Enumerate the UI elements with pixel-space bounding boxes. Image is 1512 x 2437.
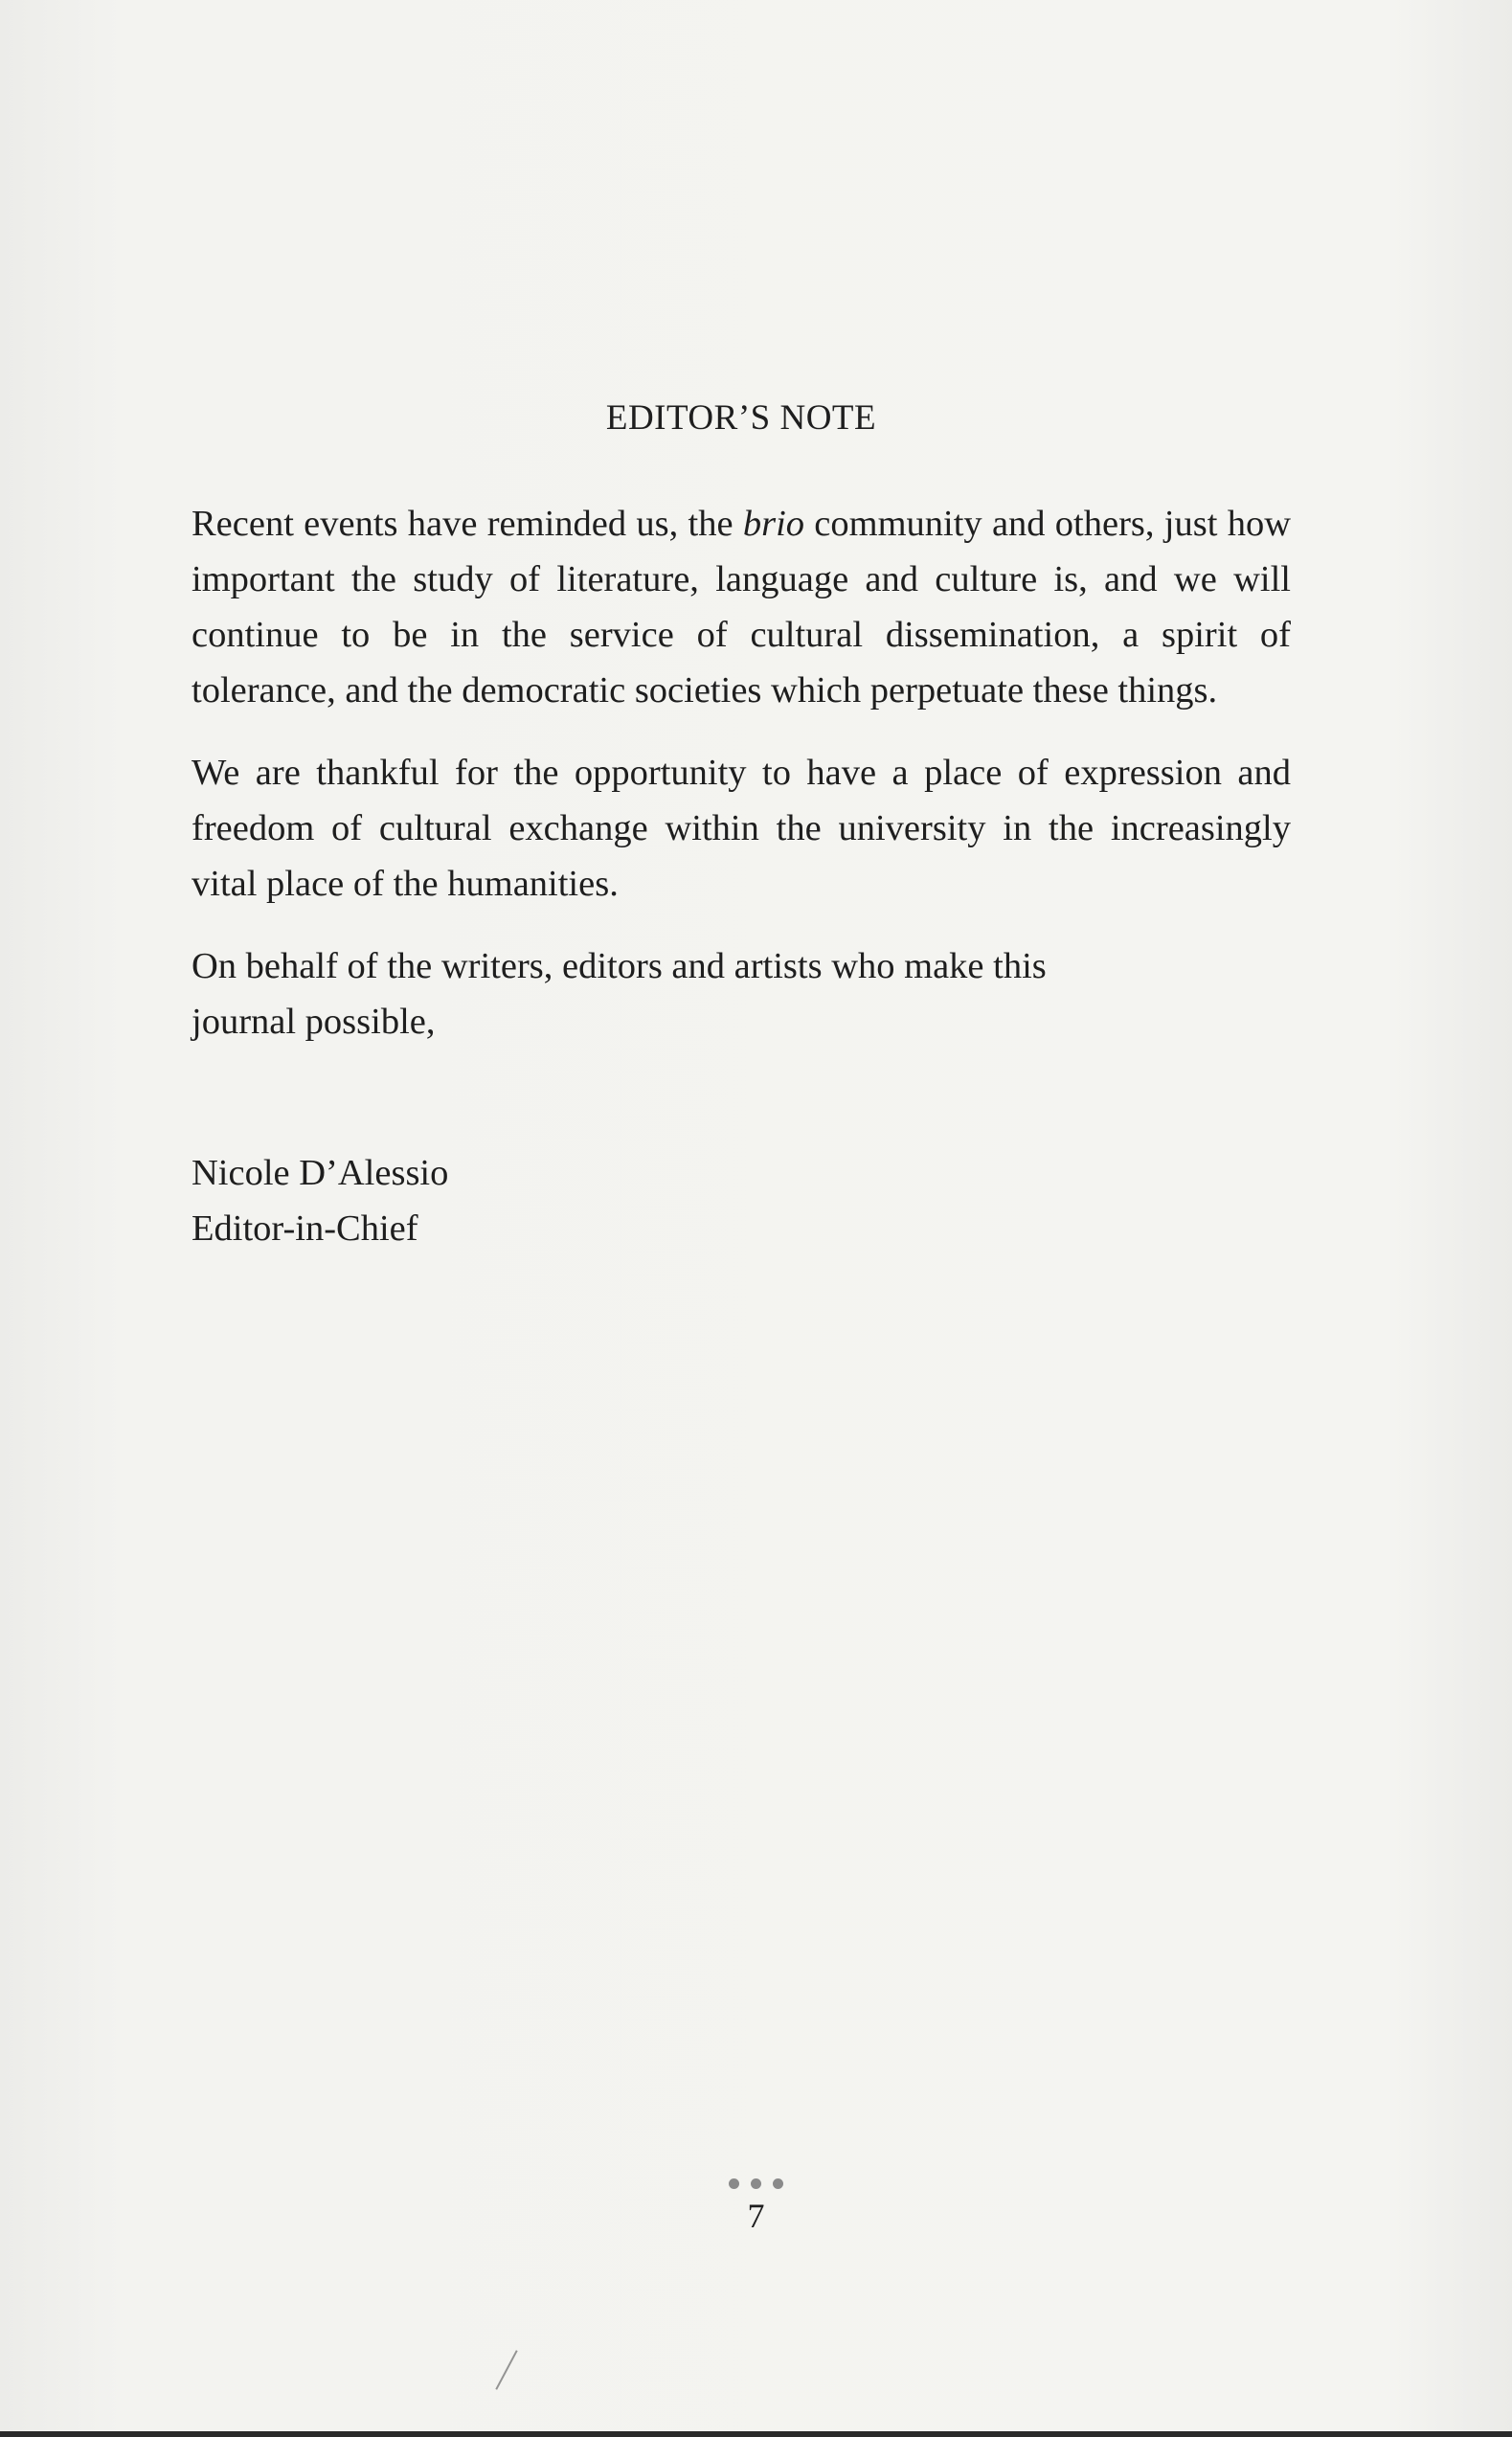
paragraph-3-line-1: On behalf of the writers, editors and artists who make this [192,946,1047,986]
signature-name: Nicole D’Alessio [192,1153,449,1193]
paragraph-3-line-2: journal possible, [192,1002,436,1042]
ornament-dots [0,2174,1512,2193]
note-heading: EDITOR’S NOTE [605,398,877,438]
paragraph-1-before: Recent events have reminded us, the [192,504,743,544]
paragraph-1-after: community and others, just how important the study of literature, language and culture is, and we will continue to be in the service of cultural dissemination, a spirit of tolerance, and the democratic societies which perpetuate these things. [192,504,1291,711]
signature-title: Editor-in-Chief [192,1208,418,1249]
page-number: 7 [747,2197,765,2235]
ornament-dot [773,2178,783,2189]
paragraph-3 [192,938,1291,1049]
ornament-dot [751,2178,761,2189]
signature-block [192,1145,1291,1256]
page-footer [0,2174,1512,2237]
paragraph-2: We are thankful for the opportunity to have a place of expression and freedom of cultural exchange within the university in the increasingly vital place of the humanities. [192,753,1291,904]
scan-edge [0,2431,1512,2437]
brio-italic: brio [742,504,805,544]
signature-spacer [192,1049,1291,1145]
ornament-dot [729,2178,739,2189]
editors-note [192,391,1291,1256]
paragraph-1 [192,496,1291,718]
